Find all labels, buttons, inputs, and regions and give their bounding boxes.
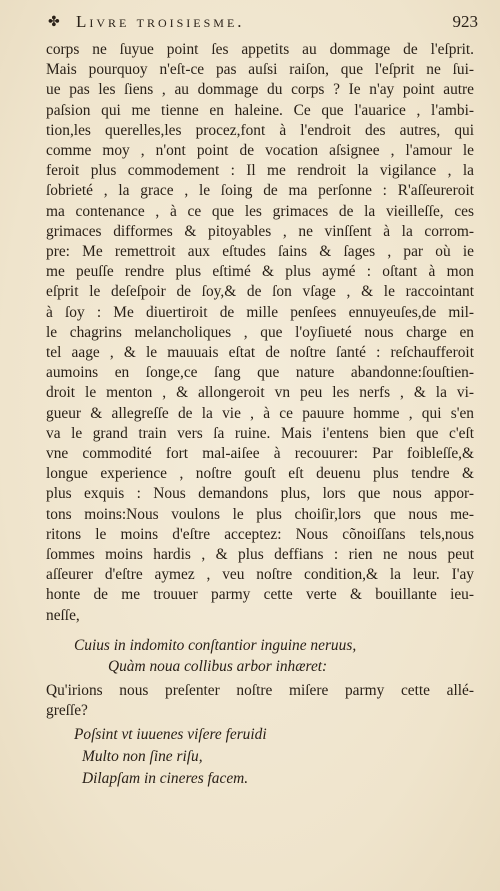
verse-line: Dilapſam in cineres facem.: [82, 770, 249, 787]
running-head: Livre troisiesme.: [76, 12, 245, 31]
text-line: eſprit le deſeſpoir de ſoy,& de ſon vſage , & le raccointant: [46, 283, 474, 301]
text-line: ma contenance , à ce que les grimaces de la vieilleſſe, ces: [46, 202, 474, 220]
text-line: comme moy , n'ont point de vocation aſsignee , l'amour le: [46, 142, 474, 160]
text-line: aſſeurer d'eſtre aymez , veu noſtre condition,& la leur. I'ay: [46, 566, 474, 584]
text-line: plus exquis : Nous demandons plus, lors que nous appor-: [46, 485, 474, 503]
verse-line: Poſsint vt iuuenes viſere feruidi: [74, 726, 267, 743]
text-line: tons moins:Nous voulons le plus choiſir,lors que nous me-: [46, 505, 474, 523]
text-line: paſsion qui me tienne en haleine. Ce que l'auarice , l'ambi-: [46, 101, 474, 119]
text-line: pre: Me remettroit aux eſtudes ſains & ſages , par où ie: [46, 243, 474, 261]
text-line: longue experience , noſtre gouſt eſt deuenu plus tendre &: [46, 465, 474, 483]
text-line: droit le menton , & allongeroit vn peu les nerfs , & la vi-: [46, 384, 474, 402]
text-line: ſobrieté , la grace , le ſoing de ma perſonne : R'aſſeureroit: [46, 182, 474, 200]
text-line: aumoins en ſonge,ce ſang que nature abandonne:ſouſtien-: [46, 364, 474, 382]
text-line: grimaces difformes & pitoyables , ne vinſſent à la corrom-: [46, 222, 474, 240]
paragraph-2: [46, 681, 474, 721]
page-header: [48, 12, 478, 38]
text-line: tion,les querelles,les procez,font à l'endroit des autres, qui: [46, 121, 474, 139]
text-line: neſſe,: [46, 606, 80, 624]
text-line: Mais pourquoy n'eſt-ce pas auſsi raiſon, que l'eſprit ne ſui-: [46, 61, 474, 79]
text-line: ritons le moins d'eſtre acceptez: Nous cõnoiſſans tels,nous: [46, 525, 474, 543]
page-number: 923: [452, 12, 478, 31]
text-line: greſſe?: [46, 702, 88, 720]
text-line: me peuſſe rendre plus eſtimé & plus aymé : oſtant à mon: [46, 263, 474, 281]
body-text: [46, 40, 474, 787]
text-line: va le grand train vers ſa ruine. Mais i'entens bien que c'eſt: [46, 424, 474, 442]
text-line: ſommes moins hardis , & plus deffians : rien ne nous peut: [46, 546, 474, 564]
text-line: gueur & allegreſſe de la vie , à ce pauure homme , qui s'en: [46, 404, 474, 422]
text-line: feroit plus commodement : Il me rendroit la vigilance , la: [46, 162, 474, 180]
text-line: corps ne ſuyue point ſes appetits au dommage de l'eſprit.: [46, 41, 474, 58]
text-line: tel aage , & le mauuais eſtat de noſtre ſanté : reſchaufferoit: [46, 344, 474, 362]
text-line: Qu'irions nous preſenter noſtre miſere parmy cette allé-: [46, 682, 474, 699]
text-line: vne commodité fort mal-aiſee à recouurer: Par foibleſſe,&: [46, 445, 474, 463]
text-line: honte de me trouuer parmy cette verte & bouillante ieu-: [46, 586, 474, 604]
verse-line: Quàm noua collibus arbor inhæret:: [108, 658, 328, 675]
verse-line: Cuius in indomito conſtantior inguine neruus,: [74, 637, 357, 654]
paragraph-1: [46, 40, 474, 626]
verse-line: Multo non ſine riſu,: [82, 748, 203, 765]
ornament-icon: ✤: [48, 15, 62, 30]
text-line: le chagrins melancholiques , que l'oyſiueté nous charge en: [46, 323, 474, 341]
text-line: à ſoy : Me diuertiroit de mille penſees ennuyeuſes,de mil-: [46, 303, 474, 321]
text-line: ue pas les ſiens , au dommage du corps ? Ie n'ay point autre: [46, 81, 474, 99]
